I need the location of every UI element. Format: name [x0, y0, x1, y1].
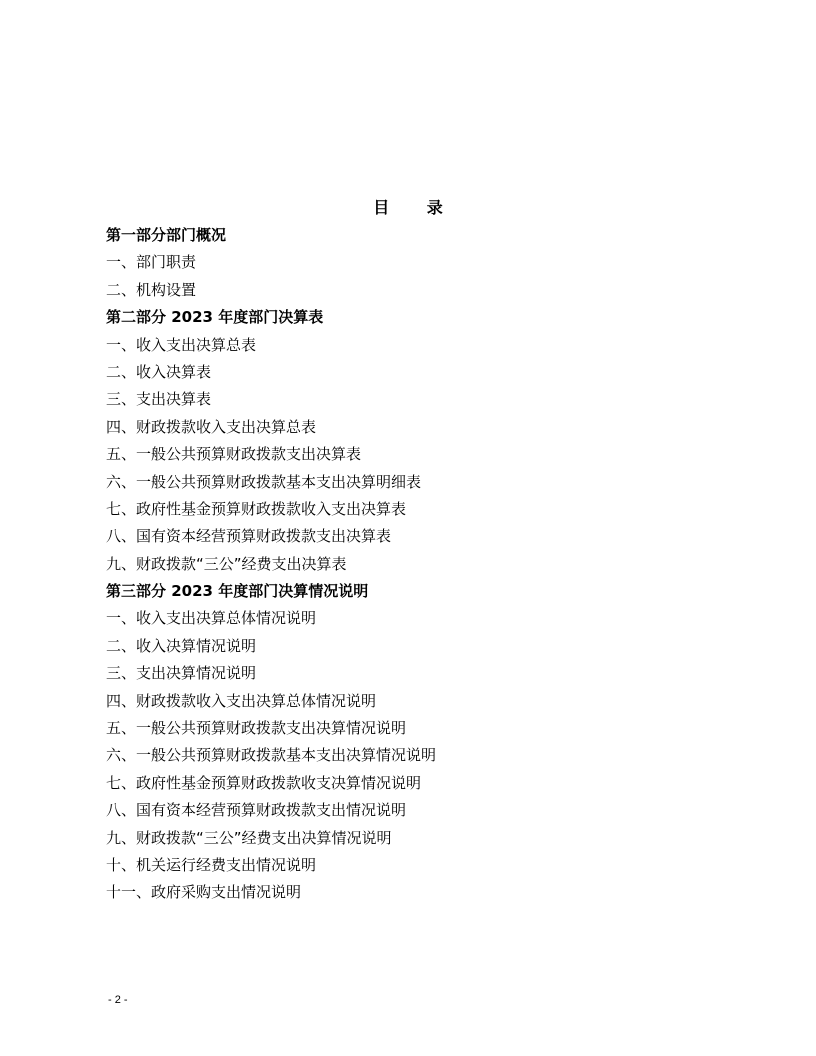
toc-item: 五、一般公共预算财政拨款支出决算情况说明 — [106, 719, 407, 738]
toc-title: 目 录 — [373, 198, 459, 217]
toc-item: 四、财政拨款收入支出决算总表 — [106, 417, 317, 436]
toc-item: 六、一般公共预算财政拨款基本支出决算明细表 — [106, 472, 422, 491]
toc-item: 二、收入决算情况说明 — [106, 636, 257, 655]
toc-item: 一、收入支出决算总体情况说明 — [106, 609, 317, 628]
toc-item: 二、机构设置 — [106, 280, 197, 299]
toc-item: 四、财政拨款收入支出决算总体情况说明 — [106, 691, 377, 710]
toc-item: 九、财政拨款“三公”经费支出决算表 — [106, 554, 347, 573]
toc-part-heading: 第二部分 2023 年度部门决算表 — [106, 308, 324, 327]
toc-item: 三、支出决算情况说明 — [106, 664, 257, 683]
toc-item: 八、国有资本经营预算财政拨款支出情况说明 — [106, 801, 407, 820]
page-number: - 2 - — [108, 994, 128, 1006]
toc-item: 三、支出决算表 — [106, 390, 212, 409]
toc-item: 八、国有资本经营预算财政拨款支出决算表 — [106, 527, 392, 546]
toc-item: 六、一般公共预算财政拨款基本支出决算情况说明 — [106, 746, 437, 765]
toc-item: 十、机关运行经费支出情况说明 — [106, 855, 317, 874]
toc-item: 七、政府性基金预算财政拨款收入支出决算表 — [106, 499, 407, 518]
table-of-contents — [106, 222, 726, 907]
toc-item: 十一、政府采购支出情况说明 — [106, 883, 302, 902]
toc-item: 一、收入支出决算总表 — [106, 335, 257, 354]
toc-item: 二、收入决算表 — [106, 362, 212, 381]
toc-item: 七、政府性基金预算财政拨款收支决算情况说明 — [106, 773, 422, 792]
toc-item: 一、部门职责 — [106, 253, 197, 272]
toc-item: 九、财政拨款“三公”经费支出决算情况说明 — [106, 828, 392, 847]
toc-part-heading: 第三部分 2023 年度部门决算情况说明 — [106, 582, 369, 601]
toc-item: 五、一般公共预算财政拨款支出决算表 — [106, 445, 362, 464]
toc-part-heading: 第一部分部门概况 — [106, 226, 227, 244]
